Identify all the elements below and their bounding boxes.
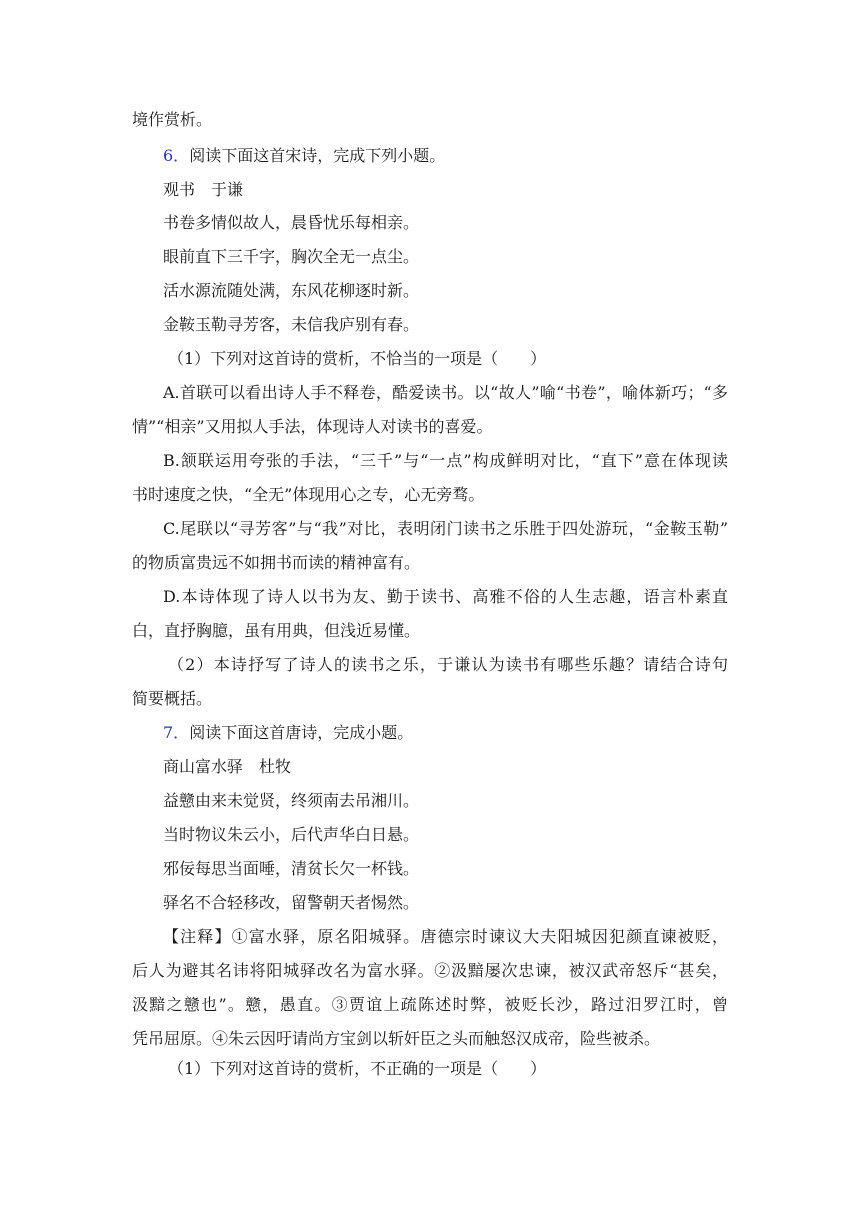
poem-line: 当时物议朱云小，后代声华白日悬。 bbox=[163, 825, 420, 844]
option-d: D.本诗体现了诗人以书为友、勤于读书、高雅不俗的人生志趣，语言朴素直 bbox=[163, 587, 728, 606]
sub-question-1: （1）下列对这首诗的赏析，不正确的一项是（ ） bbox=[168, 1059, 547, 1078]
annotation: 【注释】①富水驿，原名阳城驿。唐德宗时谏议大夫阳城因犯颜直谏被贬， bbox=[163, 927, 728, 946]
option-b-cont: 书时速度之快，“全无”体现用心之专，心无旁骛。 bbox=[132, 485, 485, 504]
sub-question-2: （2）本诗抒写了诗人的读书之乐，于谦认为读书有哪些乐趣？请结合诗句 bbox=[168, 655, 728, 674]
poem-line: 书卷多情似故人，晨昏忧乐每相亲。 bbox=[163, 213, 420, 232]
annotation-cont: 汲黯之戆也”。戆，愚直。③贾谊上疏陈述时弊，被贬长沙，路过汨罗江时，曾 bbox=[132, 995, 728, 1014]
annotation-cont: 后人为避其名讳将阳城驿改名为富水驿。②汲黯屡次忠谏，被汉武帝怒斥“甚矣， bbox=[132, 961, 728, 980]
poem-line: 益戆由来未觉贤，终须南去吊湘川。 bbox=[163, 791, 420, 810]
sub-question-2-cont: 简要概括。 bbox=[132, 689, 213, 708]
poem-title: 观书 于谦 bbox=[163, 180, 244, 199]
question-number: 7． bbox=[163, 723, 190, 742]
option-b: B.颔联运用夸张的手法，“三千”与“一点”构成鲜明对比，“直下”意在体现读 bbox=[163, 451, 728, 470]
poem-title: 商山富水驿 杜牧 bbox=[163, 757, 292, 776]
question-prompt-text: 阅读下面这首唐诗，完成小题。 bbox=[189, 723, 414, 742]
poem-line: 邪佞每思当面唾，清贫长欠一杯钱。 bbox=[163, 859, 420, 878]
option-d-cont: 白，直抒胸臆，虽有用典，但浅近易懂。 bbox=[132, 621, 421, 640]
poem-line: 活水源流随处满，东风花柳逐时新。 bbox=[163, 281, 420, 300]
sub-question-1: （1）下列对这首诗的赏析，不恰当的一项是（ ） bbox=[168, 349, 547, 368]
option-c-cont: 的物质富贵远不如拥书而读的精神富有。 bbox=[132, 553, 421, 572]
question-prompt-text: 阅读下面这首宋诗，完成下列小题。 bbox=[189, 146, 446, 165]
option-a-cont: 情”“相亲”又用拟人手法，体现诗人对读书的喜爱。 bbox=[132, 417, 493, 436]
poem-line: 驿名不合轻移改，留警朝天者惕然。 bbox=[163, 893, 420, 912]
option-a: A.首联可以看出诗人手不释卷，酷爱读书。以“故人”喻“书卷”，喻体新巧；“多 bbox=[163, 383, 728, 402]
question-7-prompt bbox=[163, 722, 413, 744]
option-c: C.尾联以“寻芳客”与“我”对比，表明闭门读书之乐胜于四处游玩，“金鞍玉勒” bbox=[163, 519, 728, 538]
question-number: 6． bbox=[163, 146, 190, 165]
question-6-prompt bbox=[163, 145, 445, 167]
paragraph-line: 境作赏析。 bbox=[132, 110, 213, 129]
poem-line: 金鞍玉勒寻芳客，未信我庐别有春。 bbox=[163, 315, 420, 334]
annotation-cont: 凭吊屈原。④朱云因吁请尚方宝剑以斩奸臣之头而触怒汉成帝，险些被杀。 bbox=[132, 1029, 661, 1048]
poem-line: 眼前直下三千字，胸次全无一点尘。 bbox=[163, 247, 420, 266]
